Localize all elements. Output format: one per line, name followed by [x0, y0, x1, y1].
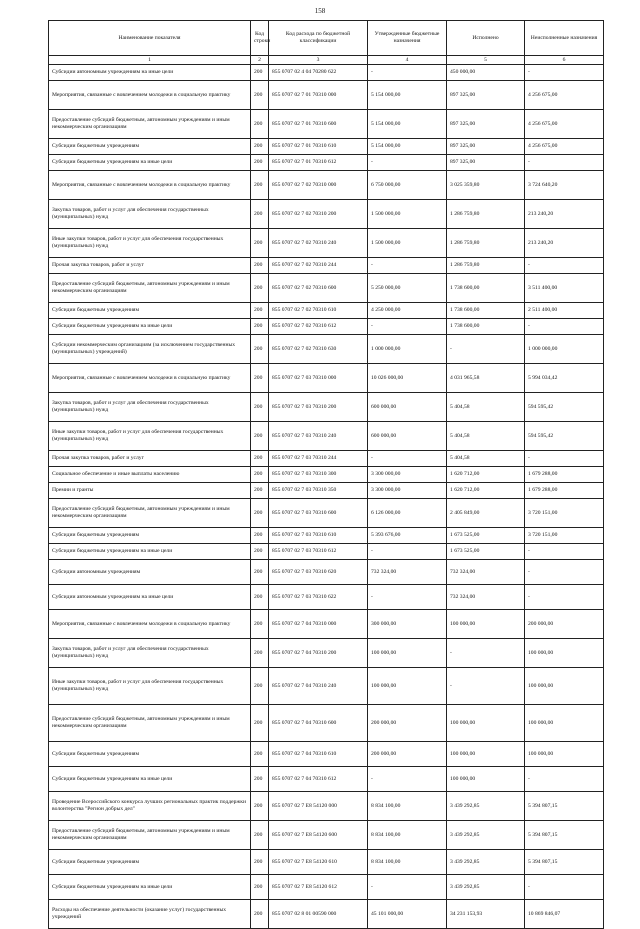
executed-amount-cell: 34 231 153,93 [447, 900, 525, 929]
indicator-name-cell: Закупка товаров, работ и услуг для обеспечения государственных (муниципальных) нужд [49, 200, 251, 229]
classification-code-cell: 855 0707 02 7 02 70310 600 [269, 274, 368, 303]
indicator-name-cell: Расходы на обеспечение деятельности (оказание услуг) государственных учреждений [49, 900, 251, 929]
line-code-cell: 200 [251, 81, 269, 110]
unexecuted-amount-cell: - [525, 155, 604, 171]
indicator-name-cell: Субсидии бюджетным учреждениям [49, 139, 251, 155]
approved-amount-cell: 6 750 000,00 [368, 171, 447, 200]
classification-code-cell: 855 0707 02 7 01 70310 610 [269, 139, 368, 155]
line-code-cell: 200 [251, 335, 269, 364]
approved-amount-cell: 5 154 000,00 [368, 139, 447, 155]
executed-amount-cell: 100 000,00 [447, 610, 525, 639]
line-code-cell: 200 [251, 319, 269, 335]
approved-amount-cell: - [368, 767, 447, 792]
indicator-name-cell: Мероприятия, связанные с вовлечением молодежи в социальную практику [49, 81, 251, 110]
classification-code-cell: 855 0707 02 7 03 70310 244 [269, 451, 368, 467]
line-code-cell: 200 [251, 258, 269, 274]
classification-code-cell: 855 0707 02 7 01 70310 612 [269, 155, 368, 171]
header-line-code: Код строки [251, 21, 269, 56]
approved-amount-cell: 200 000,00 [368, 705, 447, 742]
unexecuted-amount-cell: 100 000,00 [525, 639, 604, 668]
indicator-name-cell: Прочая закупка товаров, работ и услуг [49, 451, 251, 467]
unexecuted-amount-cell: 10 869 846,07 [525, 900, 604, 929]
indicator-name-cell: Субсидии бюджетным учреждениям на иные цели [49, 155, 251, 171]
column-number: 4 [368, 56, 447, 65]
table-row [49, 792, 604, 821]
budget-execution-table [48, 20, 604, 929]
table-row [49, 110, 604, 139]
table-row [49, 585, 604, 610]
unexecuted-amount-cell: 2 511 400,00 [525, 303, 604, 319]
classification-code-cell: 855 0707 02 7 01 70310 600 [269, 110, 368, 139]
indicator-name-cell: Субсидии бюджетным учреждениям [49, 303, 251, 319]
indicator-name-cell: Иные закупки товаров, работ и услуг для обеспечения государственных (муниципальных) нужд [49, 229, 251, 258]
approved-amount-cell: 600 000,00 [368, 393, 447, 422]
line-code-cell: 200 [251, 139, 269, 155]
indicator-name-cell: Премии и гранты [49, 483, 251, 499]
indicator-name-cell: Предоставление субсидий бюджетным, автономным учреждениям и иным некоммерческим организациям [49, 705, 251, 742]
table-row [49, 81, 604, 110]
classification-code-cell: 855 0707 02 7 03 70310 600 [269, 499, 368, 528]
table-row [49, 422, 604, 451]
executed-amount-cell: 100 000,00 [447, 767, 525, 792]
indicator-name-cell: Субсидии бюджетным учреждениям на иные цели [49, 767, 251, 792]
indicator-name-cell: Закупка товаров, работ и услуг для обеспечения государственных (муниципальных) нужд [49, 639, 251, 668]
unexecuted-amount-cell: 100 000,00 [525, 742, 604, 767]
executed-amount-cell: 100 000,00 [447, 705, 525, 742]
executed-amount-cell: 3 025 359,80 [447, 171, 525, 200]
executed-amount-cell: 897 325,00 [447, 139, 525, 155]
classification-code-cell: 855 0707 02 7 03 70310 612 [269, 544, 368, 560]
indicator-name-cell: Субсидии бюджетным учреждениям на иные цели [49, 544, 251, 560]
unexecuted-amount-cell: 3 511 400,00 [525, 274, 604, 303]
line-code-cell: 200 [251, 274, 269, 303]
classification-code-cell: 855 0707 02 7 03 70310 200 [269, 393, 368, 422]
classification-code-cell: 855 0707 02 7 02 70310 244 [269, 258, 368, 274]
executed-amount-cell: 1 738 600,00 [447, 274, 525, 303]
executed-amount-cell: 1 286 759,80 [447, 200, 525, 229]
classification-code-cell: 855 0707 02 7 E8 54120 000 [269, 792, 368, 821]
table-row [49, 483, 604, 499]
indicator-name-cell: Мероприятия, связанные с вовлечением молодежи в социальную практику [49, 364, 251, 393]
indicator-name-cell: Субсидии бюджетным учреждениям на иные цели [49, 319, 251, 335]
classification-code-cell: 855 0707 02 7 02 70310 630 [269, 335, 368, 364]
executed-amount-cell: 732 324,00 [447, 560, 525, 585]
indicator-name-cell: Субсидии бюджетным учреждениям [49, 850, 251, 875]
table-row [49, 451, 604, 467]
line-code-cell: 200 [251, 110, 269, 139]
approved-amount-cell: 100 000,00 [368, 639, 447, 668]
line-code-cell: 200 [251, 65, 269, 81]
table-row [49, 335, 604, 364]
classification-code-cell: 855 0707 02 7 04 70310 200 [269, 639, 368, 668]
classification-code-cell: 855 0707 02 7 02 70310 610 [269, 303, 368, 319]
indicator-name-cell: Субсидии автономным учреждениям на иные цели [49, 585, 251, 610]
indicator-name-cell: Субсидии бюджетным учреждениям [49, 528, 251, 544]
executed-amount-cell: 897 325,00 [447, 155, 525, 171]
table-row [49, 767, 604, 792]
approved-amount-cell: 5 250 000,00 [368, 274, 447, 303]
unexecuted-amount-cell: 594 595,42 [525, 422, 604, 451]
unexecuted-amount-cell: - [525, 767, 604, 792]
unexecuted-amount-cell: - [525, 544, 604, 560]
classification-code-cell: 855 0707 02 7 03 70310 350 [269, 483, 368, 499]
indicator-name-cell: Субсидии бюджетным учреждениям [49, 742, 251, 767]
table-body [49, 65, 604, 929]
approved-amount-cell: 45 101 000,00 [368, 900, 447, 929]
unexecuted-amount-cell: 213 240,20 [525, 229, 604, 258]
unexecuted-amount-cell: 4 256 675,00 [525, 110, 604, 139]
unexecuted-amount-cell: - [525, 451, 604, 467]
line-code-cell: 200 [251, 875, 269, 900]
approved-amount-cell: - [368, 875, 447, 900]
executed-amount-cell: 5 404,58 [447, 451, 525, 467]
classification-code-cell: 855 0707 02 7 02 70310 612 [269, 319, 368, 335]
unexecuted-amount-cell: - [525, 258, 604, 274]
classification-code-cell: 855 0707 02 4 04 70280 622 [269, 65, 368, 81]
executed-amount-cell: 5 404,58 [447, 422, 525, 451]
column-number: 5 [447, 56, 525, 65]
line-code-cell: 200 [251, 705, 269, 742]
line-code-cell: 200 [251, 200, 269, 229]
executed-amount-cell: 4 031 965,58 [447, 364, 525, 393]
unexecuted-amount-cell: 213 240,20 [525, 200, 604, 229]
classification-code-cell: 855 0707 02 7 02 70310 240 [269, 229, 368, 258]
executed-amount-cell: 732 324,00 [447, 585, 525, 610]
executed-amount-cell: 1 620 712,00 [447, 467, 525, 483]
executed-amount-cell: 1 738 600,00 [447, 303, 525, 319]
classification-code-cell: 855 0707 02 7 02 70310 000 [269, 171, 368, 200]
header-classification-code: Код расхода по бюджетной классификации [269, 21, 368, 56]
line-code-cell: 200 [251, 229, 269, 258]
approved-amount-cell: 4 250 000,00 [368, 303, 447, 319]
table-row [49, 639, 604, 668]
approved-amount-cell: - [368, 319, 447, 335]
classification-code-cell: 855 0707 02 7 03 70310 240 [269, 422, 368, 451]
unexecuted-amount-cell: 5 394 807,15 [525, 850, 604, 875]
executed-amount-cell: - [447, 639, 525, 668]
table-row [49, 705, 604, 742]
indicator-name-cell: Мероприятия, связанные с вовлечением молодежи в социальную практику [49, 610, 251, 639]
line-code-cell: 200 [251, 850, 269, 875]
approved-amount-cell: 5 393 676,00 [368, 528, 447, 544]
header-unexecuted: Неисполненные назначения [525, 21, 604, 56]
indicator-name-cell: Предоставление субсидий бюджетным, автономным учреждениям и иным некоммерческим организациям [49, 274, 251, 303]
unexecuted-amount-cell: 100 000,00 [525, 668, 604, 705]
unexecuted-amount-cell: - [525, 65, 604, 81]
line-code-cell: 200 [251, 364, 269, 393]
approved-amount-cell: - [368, 544, 447, 560]
line-code-cell: 200 [251, 668, 269, 705]
column-number-row [49, 56, 604, 65]
classification-code-cell: 855 0707 02 7 04 70310 600 [269, 705, 368, 742]
line-code-cell: 200 [251, 171, 269, 200]
classification-code-cell: 855 0707 02 7 03 70310 000 [269, 364, 368, 393]
line-code-cell: 200 [251, 900, 269, 929]
table-header-row [49, 21, 604, 56]
indicator-name-cell: Субсидии автономным учреждениям [49, 560, 251, 585]
executed-amount-cell: 897 325,00 [447, 110, 525, 139]
unexecuted-amount-cell: 4 256 675,00 [525, 81, 604, 110]
executed-amount-cell: 897 325,00 [447, 81, 525, 110]
approved-amount-cell: 6 126 000,00 [368, 499, 447, 528]
executed-amount-cell: 1 620 712,00 [447, 483, 525, 499]
approved-amount-cell: 1 000 000,00 [368, 335, 447, 364]
indicator-name-cell: Субсидии некоммерческим организациям (за исключением государственных (муниципальных) учреждений) [49, 335, 251, 364]
line-code-cell: 200 [251, 792, 269, 821]
column-number: 6 [525, 56, 604, 65]
line-code-cell: 200 [251, 303, 269, 319]
approved-amount-cell: - [368, 65, 447, 81]
unexecuted-amount-cell: 594 595,42 [525, 393, 604, 422]
table-row [49, 139, 604, 155]
table-row [49, 319, 604, 335]
unexecuted-amount-cell: 1 679 288,00 [525, 467, 604, 483]
unexecuted-amount-cell: 5 394 807,15 [525, 821, 604, 850]
executed-amount-cell: 450 000,00 [447, 65, 525, 81]
approved-amount-cell: 200 000,00 [368, 742, 447, 767]
unexecuted-amount-cell: 5 394 807,15 [525, 792, 604, 821]
approved-amount-cell: 1 500 000,00 [368, 229, 447, 258]
executed-amount-cell: 3 439 292,85 [447, 850, 525, 875]
table-row [49, 200, 604, 229]
executed-amount-cell: 1 286 759,80 [447, 229, 525, 258]
approved-amount-cell: 100 000,00 [368, 668, 447, 705]
line-code-cell: 200 [251, 821, 269, 850]
unexecuted-amount-cell: 3 720 151,00 [525, 499, 604, 528]
table-row [49, 258, 604, 274]
table-row [49, 171, 604, 200]
classification-code-cell: 855 0707 02 7 03 70310 610 [269, 528, 368, 544]
executed-amount-cell: 1 673 525,00 [447, 544, 525, 560]
table-row [49, 467, 604, 483]
approved-amount-cell: 1 500 000,00 [368, 200, 447, 229]
approved-amount-cell: - [368, 258, 447, 274]
executed-amount-cell: 5 404,58 [447, 393, 525, 422]
approved-amount-cell: 8 834 100,00 [368, 850, 447, 875]
classification-code-cell: 855 0707 02 7 01 70310 000 [269, 81, 368, 110]
classification-code-cell: 855 0707 02 7 04 70310 000 [269, 610, 368, 639]
table-row [49, 499, 604, 528]
unexecuted-amount-cell: 3 724 640,20 [525, 171, 604, 200]
indicator-name-cell: Закупка товаров, работ и услуг для обеспечения государственных (муниципальных) нужд [49, 393, 251, 422]
executed-amount-cell: 2 405 849,00 [447, 499, 525, 528]
line-code-cell: 200 [251, 155, 269, 171]
unexecuted-amount-cell: 1 000 000,00 [525, 335, 604, 364]
classification-code-cell: 855 0707 02 7 03 70310 300 [269, 467, 368, 483]
table-row [49, 364, 604, 393]
line-code-cell: 200 [251, 393, 269, 422]
classification-code-cell: 855 0707 02 7 03 70310 622 [269, 585, 368, 610]
column-number: 2 [251, 56, 269, 65]
approved-amount-cell: 732 324,00 [368, 560, 447, 585]
line-code-cell: 200 [251, 767, 269, 792]
unexecuted-amount-cell: 5 994 034,42 [525, 364, 604, 393]
unexecuted-amount-cell: - [525, 319, 604, 335]
line-code-cell: 200 [251, 585, 269, 610]
table-row [49, 610, 604, 639]
table-row [49, 274, 604, 303]
executed-amount-cell: 1 673 525,00 [447, 528, 525, 544]
line-code-cell: 200 [251, 528, 269, 544]
executed-amount-cell: - [447, 668, 525, 705]
table-row [49, 528, 604, 544]
unexecuted-amount-cell: 4 256 675,00 [525, 139, 604, 155]
indicator-name-cell: Прочая закупка товаров, работ и услуг [49, 258, 251, 274]
indicator-name-cell: Иные закупки товаров, работ и услуг для обеспечения государственных (муниципальных) нужд [49, 668, 251, 705]
approved-amount-cell: 5 154 000,00 [368, 110, 447, 139]
table-row [49, 742, 604, 767]
approved-amount-cell: 300 000,00 [368, 610, 447, 639]
unexecuted-amount-cell: - [525, 875, 604, 900]
approved-amount-cell: - [368, 585, 447, 610]
header-executed: Исполнено [447, 21, 525, 56]
indicator-name-cell: Проведение Всероссийского конкурса лучших региональных практик поддержки волонтерства "Регион добрых дел" [49, 792, 251, 821]
line-code-cell: 200 [251, 610, 269, 639]
classification-code-cell: 855 0707 02 7 E8 54120 610 [269, 850, 368, 875]
classification-code-cell: 855 0707 02 7 03 70310 620 [269, 560, 368, 585]
table-row [49, 850, 604, 875]
executed-amount-cell: - [447, 335, 525, 364]
unexecuted-amount-cell: 200 000,00 [525, 610, 604, 639]
line-code-cell: 200 [251, 639, 269, 668]
classification-code-cell: 855 0707 02 7 04 70310 240 [269, 668, 368, 705]
table-row [49, 560, 604, 585]
line-code-cell: 200 [251, 560, 269, 585]
indicator-name-cell: Предоставление субсидий бюджетным, автономным учреждениям и иным некоммерческим организациям [49, 499, 251, 528]
header-indicator-name: Наименование показателя [49, 21, 251, 56]
indicator-name-cell: Субсидии бюджетным учреждениям на иные цели [49, 875, 251, 900]
approved-amount-cell: 5 154 000,00 [368, 81, 447, 110]
column-number: 1 [49, 56, 251, 65]
table-row [49, 544, 604, 560]
approved-amount-cell: - [368, 451, 447, 467]
table-row [49, 393, 604, 422]
approved-amount-cell: 8 834 100,00 [368, 792, 447, 821]
indicator-name-cell: Предоставление субсидий бюджетным, автономным учреждениям и иным некоммерческим организациям [49, 110, 251, 139]
executed-amount-cell: 3 439 292,85 [447, 792, 525, 821]
table-row [49, 900, 604, 929]
executed-amount-cell: 1 738 600,00 [447, 319, 525, 335]
indicator-name-cell: Субсидии автономным учреждениям на иные цели [49, 65, 251, 81]
line-code-cell: 200 [251, 499, 269, 528]
unexecuted-amount-cell: 100 000,00 [525, 705, 604, 742]
header-approved: Утвержденные бюджетные назначения [368, 21, 447, 56]
classification-code-cell: 855 0707 02 7 E8 54120 612 [269, 875, 368, 900]
indicator-name-cell: Иные закупки товаров, работ и услуг для обеспечения государственных (муниципальных) нужд [49, 422, 251, 451]
line-code-cell: 200 [251, 544, 269, 560]
executed-amount-cell: 100 000,00 [447, 742, 525, 767]
indicator-name-cell: Социальное обеспечение и иные выплаты населению [49, 467, 251, 483]
page-number: 158 [314, 7, 326, 15]
indicator-name-cell: Предоставление субсидий бюджетным, автономным учреждениям и иным некоммерческим организациям [49, 821, 251, 850]
indicator-name-cell: Мероприятия, связанные с вовлечением молодежи в социальную практику [49, 171, 251, 200]
approved-amount-cell: 8 834 100,00 [368, 821, 447, 850]
executed-amount-cell: 3 439 292,85 [447, 821, 525, 850]
classification-code-cell: 855 0707 02 7 E8 54120 600 [269, 821, 368, 850]
table-row [49, 821, 604, 850]
approved-amount-cell: 3 300 000,00 [368, 483, 447, 499]
unexecuted-amount-cell: - [525, 560, 604, 585]
executed-amount-cell: 3 439 292,85 [447, 875, 525, 900]
table-row [49, 668, 604, 705]
unexecuted-amount-cell: - [525, 585, 604, 610]
line-code-cell: 200 [251, 467, 269, 483]
classification-code-cell: 855 0707 02 7 02 70310 200 [269, 200, 368, 229]
unexecuted-amount-cell: 1 679 288,00 [525, 483, 604, 499]
table-row [49, 229, 604, 258]
table-row [49, 155, 604, 171]
unexecuted-amount-cell: 3 720 151,00 [525, 528, 604, 544]
approved-amount-cell: - [368, 155, 447, 171]
table-row [49, 875, 604, 900]
approved-amount-cell: 10 026 000,00 [368, 364, 447, 393]
classification-code-cell: 855 0707 02 8 01 00590 000 [269, 900, 368, 929]
classification-code-cell: 855 0707 02 7 04 70310 612 [269, 767, 368, 792]
approved-amount-cell: 600 000,00 [368, 422, 447, 451]
table-row [49, 303, 604, 319]
line-code-cell: 200 [251, 742, 269, 767]
table-row [49, 65, 604, 81]
approved-amount-cell: 3 300 000,00 [368, 467, 447, 483]
column-number: 3 [269, 56, 368, 65]
line-code-cell: 200 [251, 483, 269, 499]
line-code-cell: 200 [251, 422, 269, 451]
line-code-cell: 200 [251, 451, 269, 467]
classification-code-cell: 855 0707 02 7 04 70310 610 [269, 742, 368, 767]
executed-amount-cell: 1 286 759,80 [447, 258, 525, 274]
